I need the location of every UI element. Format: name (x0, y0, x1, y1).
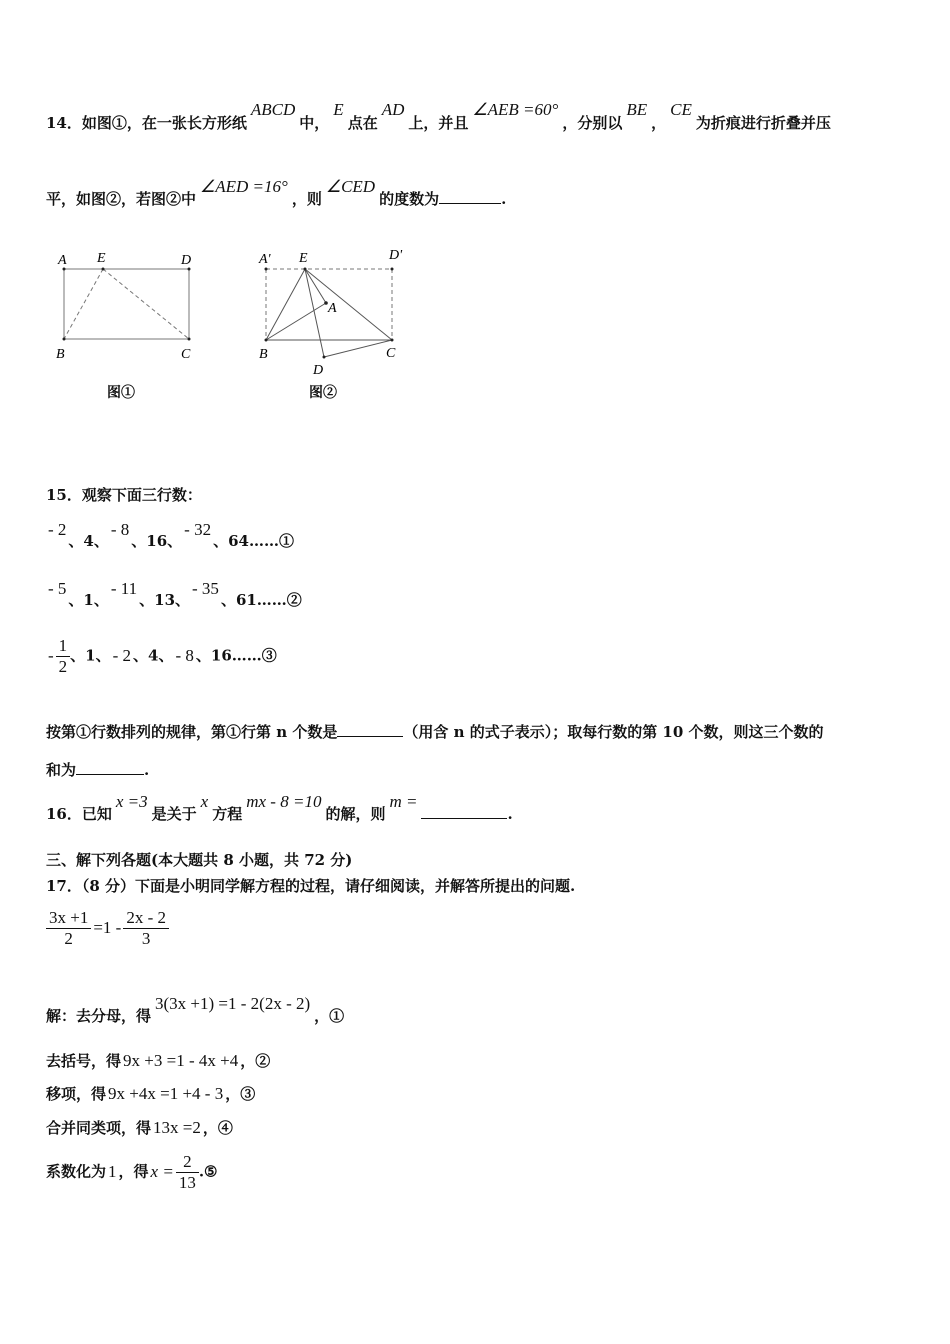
segment-eb (266, 269, 305, 340)
figure-1 (50, 245, 210, 370)
q15-row2 (46, 579, 302, 610)
fraction-numerator: 3x +1 (46, 908, 91, 929)
q17-title: 17．（8 分）下面是小明同学解方程的过程，请仔细阅读，并解答所提出的问题. (46, 877, 576, 895)
fold-line-ce (103, 269, 189, 339)
q16-math: x (200, 792, 209, 811)
label-b: B (259, 347, 268, 362)
q16-text: 的解，则 (325, 805, 386, 823)
step-math: 9x +3 =1 - 4x +4 (123, 1051, 239, 1070)
q17-step4 (46, 1117, 233, 1138)
q14-text: 平，如图②，若图②中 (46, 190, 197, 208)
q14-angle-ced: ∠CED (325, 177, 376, 196)
q14-text: 上，并且 (408, 114, 469, 132)
eq-middle: =1 - (93, 917, 122, 937)
q15-question-line1 (46, 721, 824, 742)
section-3-heading: 三、解下列各题(本大题共 8 小题，共 72 分) (46, 851, 353, 869)
row2-value: - 5 (48, 579, 67, 598)
row2-sep: 、13、 (139, 591, 191, 609)
figure-2 (250, 240, 420, 380)
q14-rect-label: ABCD (250, 100, 296, 119)
q15-title: 15．观察下面三行数： (46, 486, 202, 504)
fraction-denominator: 2 (58, 657, 68, 676)
step-text: ，得 (118, 1162, 149, 1181)
q14-text: 中， (299, 114, 330, 132)
label-d: D (313, 363, 324, 378)
figure-1-caption: 图① (107, 385, 135, 401)
q14-text: . (501, 190, 507, 208)
q14-text: ，分别以 (562, 114, 623, 132)
row3-sep: 、1、 (70, 646, 111, 665)
q16-math: x =3 (115, 792, 148, 811)
point-d (323, 356, 326, 359)
fraction-denominator: 13 (178, 1173, 196, 1192)
step-math: 13x =2 (153, 1118, 201, 1137)
q17-step3 (46, 1083, 255, 1104)
row3-neg-sign: - (48, 645, 54, 665)
fold-line-be (64, 269, 103, 339)
segment-ba (266, 303, 326, 340)
row1-sep: 、4、 (68, 532, 109, 550)
q14-point-e: E (333, 100, 344, 119)
q17-step5 (46, 1152, 217, 1193)
label-a: A (328, 301, 337, 316)
step-end: ，② (240, 1052, 271, 1070)
point-c (188, 338, 191, 341)
step-end: .⑤ (198, 1162, 218, 1181)
q16-text: 是关于 (151, 805, 197, 823)
q15-row1 (46, 520, 294, 551)
q16-text: 方程 (212, 805, 243, 823)
segment-ea (305, 269, 326, 303)
q14-text: ， (651, 114, 667, 132)
step-end: ，④ (202, 1119, 233, 1137)
step-end: ，① (314, 1007, 345, 1025)
label-b: B (56, 347, 65, 362)
q15-answer-blank-1[interactable] (337, 722, 403, 737)
fraction-numerator: 1 (56, 636, 71, 657)
point-e (102, 268, 105, 271)
q14-angle-aed: ∠AED =16° (200, 177, 288, 196)
point-c (391, 339, 394, 342)
q15-text: （用含 n 的式子表示）；取每行数的第 10 个数，则这三个数的 (403, 723, 824, 741)
row1-sep: 、64……① (213, 532, 294, 550)
q14-number: 14． (46, 114, 82, 132)
label-a-prime: A' (259, 252, 271, 267)
step-label: 移项，得 (46, 1085, 107, 1103)
q15-question-line2 (46, 759, 149, 780)
row3-sep: 、16……③ (195, 646, 277, 665)
q16-line (46, 792, 513, 824)
q14-segment-be: BE (626, 100, 648, 119)
point-b (63, 338, 66, 341)
row1-value: - 2 (48, 520, 67, 539)
point-b (265, 339, 268, 342)
q14-text: 为折痕进行折叠并压 (695, 114, 831, 132)
q14-segment-ce: CE (670, 100, 692, 119)
q15-text: 和为 (46, 761, 77, 779)
q14-text: 点在 (347, 114, 378, 132)
q14-angle-aeb: ∠AEB =60° (472, 100, 559, 119)
q17-step2 (46, 1050, 270, 1071)
q16-text: 16．已知 (46, 805, 112, 823)
step-end: ，③ (225, 1085, 256, 1103)
fraction-denominator: 2 (64, 929, 73, 948)
eq-fraction-right (123, 908, 169, 949)
step-label: 去括号，得 (46, 1052, 122, 1070)
q14-text: 的度数为 (379, 190, 440, 208)
figure-2-caption: 图② (309, 385, 337, 401)
row1-value: - 32 (184, 520, 212, 539)
step-math: 3(3x +1) =1 - 2(2x - 2) (155, 994, 311, 1013)
step-label: 解：去分母，得 (46, 1007, 152, 1025)
q16-equation: mx - 8 =10 (246, 792, 322, 811)
q17-step1 (46, 994, 345, 1026)
step-label: 合并同类项，得 (46, 1119, 152, 1137)
q14-segment-ad: AD (381, 100, 405, 119)
q14-text: ，则 (291, 190, 322, 208)
row3-fraction (56, 636, 71, 677)
step5-fraction (176, 1152, 199, 1193)
row1-value: - 8 (110, 520, 130, 539)
eq-fraction-left (46, 908, 91, 949)
row3-value: - 8 (175, 645, 194, 665)
step-math: 1 (108, 1161, 117, 1181)
label-c: C (386, 346, 396, 361)
label-e: E (97, 251, 106, 266)
label-d-prime: D' (389, 248, 403, 263)
point-d-prime (391, 268, 394, 271)
row3-value: - 2 (112, 645, 132, 665)
step-math: x = (150, 1161, 174, 1181)
q14-text: 如图①，在一张长方形纸 (81, 114, 247, 132)
point-e (304, 268, 307, 271)
segment-dc (324, 340, 392, 357)
point-a-prime (265, 268, 268, 271)
q16-answer-blank[interactable] (421, 804, 507, 819)
row2-sep: 、1、 (68, 591, 109, 609)
row1-sep: 、16、 (131, 532, 183, 550)
row2-value: - 11 (110, 579, 138, 598)
label-c: C (181, 347, 191, 362)
q14-answer-blank[interactable] (439, 189, 501, 204)
q14-line1 (46, 100, 831, 133)
fraction-denominator: 3 (141, 929, 151, 948)
row3-sep: 、4、 (133, 646, 174, 665)
q15-answer-blank-2[interactable] (76, 760, 144, 775)
label-e: E (299, 251, 308, 266)
step-label: 系数化为 (46, 1162, 107, 1181)
q14-line2 (46, 177, 507, 209)
step-math: 9x +4x =1 +4 - 3 (108, 1084, 224, 1103)
fraction-numerator: 2x - 2 (123, 908, 169, 929)
q16-text: . (507, 805, 513, 823)
row2-sep: 、61……② (220, 591, 302, 609)
label-d: D (181, 253, 192, 268)
label-a: A (58, 253, 67, 268)
q15-row3 (46, 636, 277, 677)
q15-text: 按第①行数排列的规律，第①行第 n 个数是 (46, 723, 338, 741)
q15-text: . (144, 761, 150, 779)
row2-value: - 35 (192, 579, 219, 598)
fraction-numerator: 2 (176, 1152, 199, 1173)
q17-equation (46, 908, 169, 949)
q16-math: m = (389, 792, 418, 811)
